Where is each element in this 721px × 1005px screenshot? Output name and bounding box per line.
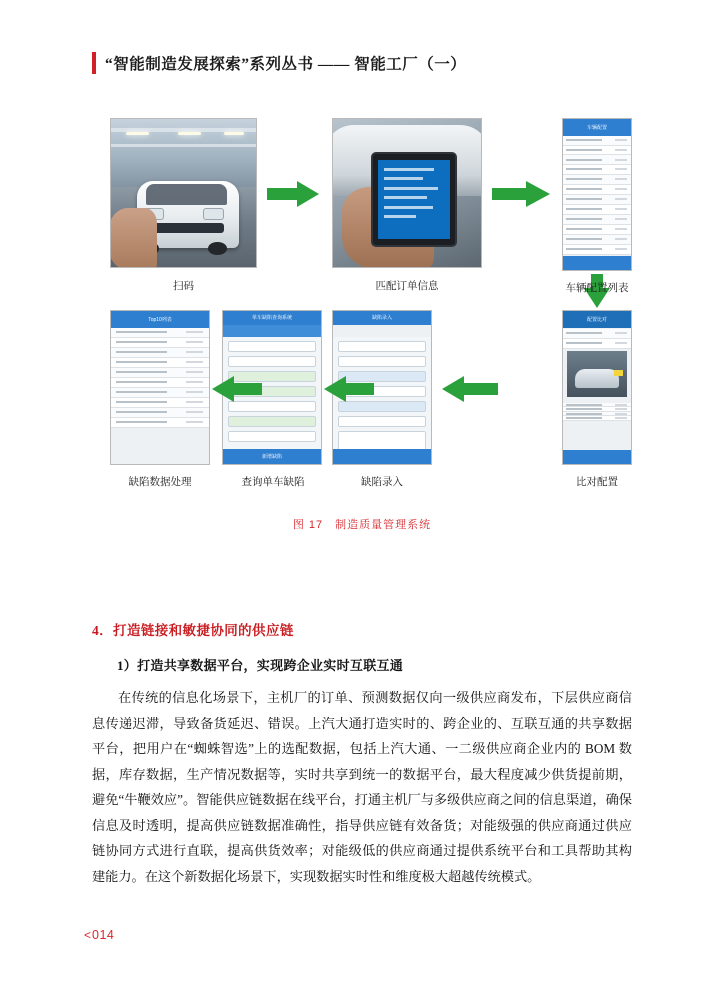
phone-search-bar[interactable] [223, 325, 321, 337]
phone-title-bar [223, 311, 321, 325]
list-item [563, 235, 631, 245]
phone-title: 缺陷录入 [371, 315, 392, 322]
photo-defect-processing [110, 310, 210, 465]
phone-title-bar [333, 311, 431, 325]
page-header [92, 52, 466, 74]
page-footer [84, 928, 114, 942]
add-defect-button[interactable] [223, 449, 321, 464]
list-item [228, 401, 316, 412]
sub-heading: 1）打造共享数据平台，实现跨企业实时互联互通 [117, 658, 404, 673]
list-item [563, 329, 631, 339]
list-item [228, 356, 316, 367]
list-item [563, 146, 631, 156]
arrow-left-3 [212, 376, 262, 402]
terminal-screen [378, 160, 450, 239]
arrow-left-1 [442, 376, 498, 402]
list-item [111, 328, 209, 338]
list-item [111, 348, 209, 358]
caption-match: 匹配订单信息 [375, 280, 439, 292]
caption-scan: 扫码 [173, 280, 194, 292]
list-item [563, 195, 631, 205]
ceiling-light [126, 132, 149, 135]
list-item [563, 416, 631, 421]
form-field[interactable] [338, 341, 426, 352]
car-headlight-right [203, 208, 224, 220]
vehicle-photo [567, 351, 627, 397]
page-number: 014 [92, 928, 115, 942]
list-item [563, 245, 631, 255]
ceiling-light [178, 132, 201, 135]
config-list [563, 136, 631, 257]
phone-screen [563, 119, 631, 270]
phone-screen [111, 311, 209, 464]
list-item [228, 416, 316, 427]
list-item [111, 368, 209, 378]
caption-defect: 缺陷数据处理 [128, 476, 192, 488]
body-paragraph: 在传统的信息化场景下，主机厂的订单、预测数据仅向一级供应商发布，下层供应商信息传递迟滞，导致备货延迟、错误。上汽大通打造实时的、跨企业的、互联互通的共享数据平台，把用户在“蜘蛛智选”上的选配数据，包括上汽大通、一二级供应商企业内的 BOM 数据，库存数据，生产情况数据等，实时共享到统一的数据平台，最大程度减少供货提前期，避免“牛鞭效应”。智能供应链数据在线平台，打通主机厂与多级供应商之间的信息渠道，确保信息及时透明，提高供应链数据准确性，指导供应链有效备货；对能级强的供应商通过供应链协同方式进行直联，提高供货效率；对能级低的供应商通过提供系统平台和工具帮助其构建能力。在这个新数据化场景下，实现数据实时性和维度极大超越传统模式。 [92, 690, 632, 884]
phone-title-bar [111, 311, 209, 328]
header-accent-bar [92, 52, 96, 74]
phone-bottom-bar [563, 256, 631, 270]
phone-bottom-bar [563, 450, 631, 464]
footer-marker: < [84, 928, 92, 942]
arrow-right-2 [492, 181, 552, 207]
phone-title: 配置比对 [586, 316, 607, 323]
list-item [111, 418, 209, 428]
list-item [563, 205, 631, 215]
screen-text-line [384, 196, 427, 199]
phone-title: 车辆配置 [586, 124, 607, 131]
figure-17 [92, 118, 632, 531]
car-silhouette [575, 369, 618, 388]
photo-vehicle-config-list [562, 118, 632, 271]
form-field[interactable] [338, 401, 426, 412]
photo-scan-barcode [110, 118, 257, 268]
list-item [111, 408, 209, 418]
list-item [111, 358, 209, 368]
list-item [228, 431, 316, 442]
list-item [111, 338, 209, 348]
handheld-terminal [371, 152, 456, 248]
arrow-left-2 [324, 376, 374, 402]
ceiling-beam [111, 144, 256, 147]
list-item [563, 215, 631, 225]
top10-list [111, 328, 209, 450]
caption-query: 查询单车缺陷 [241, 476, 305, 488]
caption-compare: 比对配置 [576, 476, 618, 488]
form-field[interactable] [338, 356, 426, 367]
figure-caption: 图 17 制造质量管理系统 [292, 519, 432, 531]
list-item [563, 175, 631, 185]
screen-text-line [384, 168, 434, 171]
form-field[interactable] [338, 416, 426, 427]
photo-match-order [332, 118, 482, 268]
screen-text-line [384, 177, 423, 180]
highlight-tag [614, 370, 624, 376]
screen-text-line [384, 206, 433, 209]
compare-details [563, 403, 631, 450]
list-item [563, 165, 631, 175]
list-item [563, 136, 631, 146]
list-item [111, 388, 209, 398]
section-heading: 4．打造链接和敏捷协同的供应链 [92, 623, 294, 638]
add-defect-label: 新增缺陷 [261, 453, 282, 460]
ceiling-beam [111, 128, 256, 132]
screen-text-line [384, 215, 416, 218]
list-item [563, 225, 631, 235]
phone-title: Top10列表 [148, 316, 172, 323]
ceiling-light [224, 132, 244, 135]
arrow-right-1 [267, 181, 321, 207]
caption-entry: 缺陷录入 [361, 476, 403, 488]
list-item [228, 341, 316, 352]
list-item [563, 185, 631, 195]
phone-title-bar [563, 119, 631, 136]
phone-title-bar [563, 311, 631, 328]
list-item [111, 398, 209, 408]
photo-compare-config [562, 310, 632, 465]
car-wheel-right [208, 242, 227, 255]
phone-screen [563, 311, 631, 464]
list-item [563, 155, 631, 165]
screen-text-line [384, 187, 438, 190]
caption-list: 车辆配置列表 [565, 282, 629, 294]
phone-bottom-bar [333, 449, 431, 464]
car-grille [149, 223, 224, 233]
phone-title: 单车缺陷查询系统 [251, 315, 292, 322]
list-item [563, 339, 631, 349]
operator-hand [110, 208, 157, 268]
page-title: “智能制造发展探索”系列丛书 —— 智能工厂（一） [105, 56, 467, 73]
phone-bottom-bar [111, 450, 209, 464]
list-item [111, 378, 209, 388]
car-windshield [146, 184, 227, 205]
